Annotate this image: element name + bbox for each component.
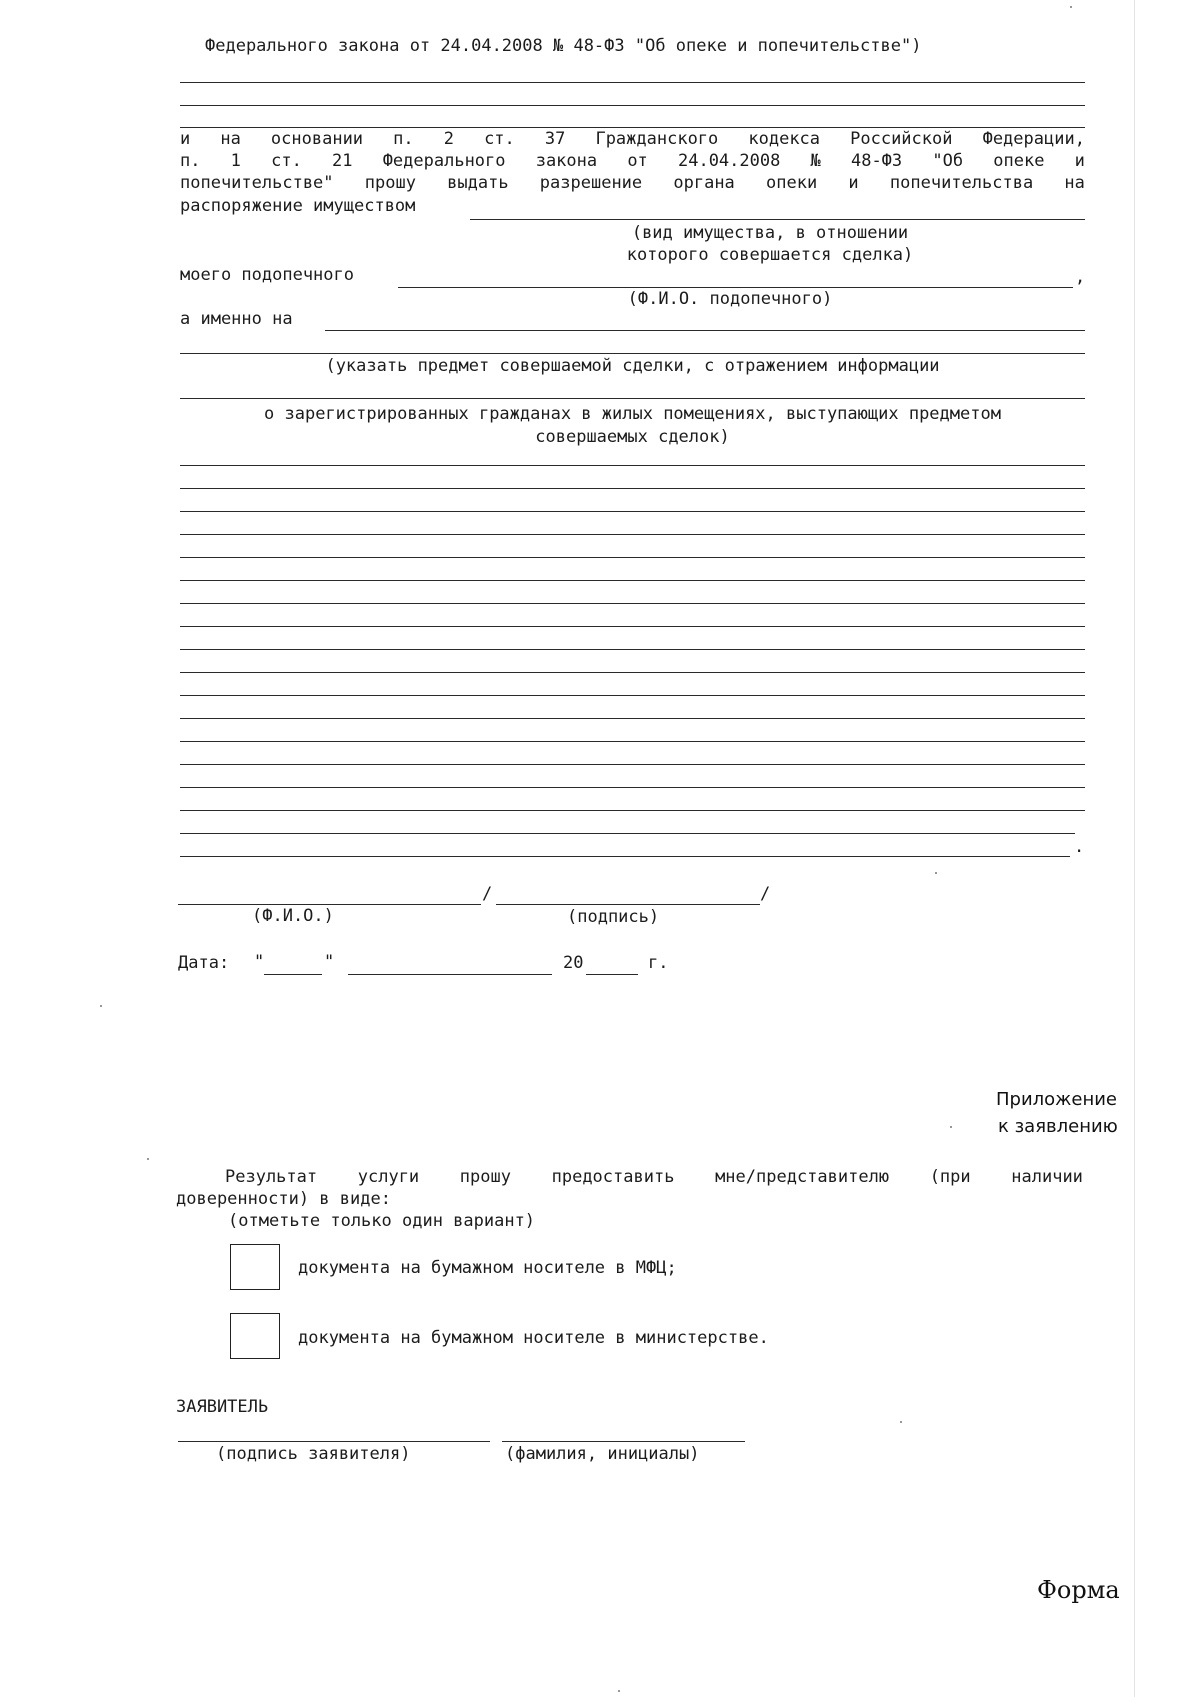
applicant-title: ЗАЯВИТЕЛЬ xyxy=(176,1397,269,1417)
paragraph-line-3-word: выдать xyxy=(447,173,509,193)
sign-signature-line[interactable] xyxy=(496,904,760,905)
result-line-1-word: Результат xyxy=(225,1167,318,1187)
signature-slash-1: / xyxy=(482,884,493,904)
applicant-sign-caption: (подпись заявителя) xyxy=(216,1444,411,1464)
blank-line[interactable] xyxy=(180,649,1085,650)
paragraph-line-1-word: Гражданского xyxy=(595,129,719,149)
result-line-1-word: мне/представителю xyxy=(715,1167,890,1187)
year-suffix: г. xyxy=(648,953,669,973)
fio-caption: (Ф.И.О.) xyxy=(252,906,334,926)
blank-line[interactable] xyxy=(180,511,1085,512)
paragraph-line-2 xyxy=(180,150,1085,172)
paragraph-line-3-word: попечительства xyxy=(889,173,1034,193)
disposal-label: распоряжение имуществом xyxy=(180,196,416,216)
blank-line[interactable] xyxy=(180,534,1085,535)
year-prefix: 20 xyxy=(563,953,584,973)
footer-form-label: Форма xyxy=(1037,1576,1120,1604)
scan-speck xyxy=(147,1158,149,1160)
result-line-1-word: наличии xyxy=(1011,1167,1083,1187)
day-input-line[interactable] xyxy=(264,974,322,975)
mfc-checkbox[interactable] xyxy=(230,1244,280,1290)
option-ministry-label: документа на бумажном носителе в министерстве. xyxy=(298,1328,769,1348)
result-line-1-word: услуги xyxy=(357,1167,420,1187)
paragraph-line-2-word: 24.04.2008 xyxy=(677,151,781,171)
paragraph-line-3-word: опеки xyxy=(766,173,818,193)
ward-label: моего подопечного xyxy=(180,265,354,285)
ward-fio-caption: (Ф.И.О. подопечного) xyxy=(627,289,833,309)
namely-label: а именно на xyxy=(180,309,293,329)
subject-caption-2: о зарегистрированных гражданах в жилых помещениях, выступающих предметом xyxy=(264,404,1001,424)
blank-line[interactable] xyxy=(180,672,1085,673)
paragraph-line-3-word: органа xyxy=(673,173,735,193)
paragraph-line-1-word: основании xyxy=(270,129,364,149)
end-dot: . xyxy=(1074,837,1085,857)
paragraph-line-1-word: 37 xyxy=(544,129,566,149)
applicant-signature-line[interactable] xyxy=(178,1441,490,1442)
result-line-1-word: предоставить xyxy=(551,1167,675,1187)
date-open-quote: " xyxy=(254,952,265,972)
applicant-name-line[interactable] xyxy=(502,1441,745,1442)
paragraph-line-2-word: Федерального xyxy=(382,151,506,171)
scan-speck xyxy=(900,1421,902,1423)
paragraph-line-1 xyxy=(180,128,1085,150)
blank-line[interactable] xyxy=(180,353,1085,354)
paragraph-line-2-word: "Об xyxy=(932,151,964,171)
appendix-title: Приложение xyxy=(996,1089,1118,1110)
blank-line[interactable] xyxy=(180,398,1085,399)
year-input-line[interactable] xyxy=(586,974,638,975)
blank-line[interactable] xyxy=(180,856,1070,857)
scan-speck xyxy=(1070,6,1072,8)
blank-line[interactable] xyxy=(180,695,1085,696)
subject-line[interactable] xyxy=(325,330,1085,331)
blank-line[interactable] xyxy=(180,82,1085,83)
paragraph-line-3-word: прошу xyxy=(364,173,416,193)
paragraph-line-2-word: № xyxy=(810,151,821,171)
blank-line[interactable] xyxy=(180,810,1085,811)
paragraph-line-1-word: 2 xyxy=(443,129,454,149)
option-mfc-label: документа на бумажном носителе в МФЦ; xyxy=(298,1258,677,1278)
blank-line[interactable] xyxy=(180,580,1085,581)
paragraph-line-1-word: и xyxy=(180,129,191,149)
result-line-2: доверенности) в виде: xyxy=(176,1189,391,1209)
paragraph-line-3-word: разрешение xyxy=(539,173,643,193)
result-hint: (отметьте только один вариант) xyxy=(228,1211,536,1231)
paragraph-line-2-word: закона xyxy=(535,151,598,171)
paragraph-line-3 xyxy=(180,172,1085,194)
paragraph-line-2-word: от xyxy=(627,151,648,171)
paragraph-line-3-word: на xyxy=(1064,173,1085,193)
request-paragraph xyxy=(180,128,1085,194)
paragraph-line-3-word: и xyxy=(848,173,859,193)
blank-line[interactable] xyxy=(180,718,1085,719)
blank-line[interactable] xyxy=(180,603,1085,604)
blank-line[interactable] xyxy=(180,626,1085,627)
paragraph-line-1-word: п. xyxy=(393,129,414,149)
paragraph-line-2-word: и xyxy=(1074,151,1085,171)
subject-caption-3: совершаемых сделок) xyxy=(535,427,730,447)
result-line-1 xyxy=(225,1166,1083,1188)
ministry-checkbox[interactable] xyxy=(230,1313,280,1359)
paragraph-line-1-word: кодекса xyxy=(748,129,821,149)
blank-line[interactable] xyxy=(180,833,1075,834)
blank-line[interactable] xyxy=(180,787,1085,788)
date-close-quote: " xyxy=(324,952,335,972)
property-type-caption: (вид имущества, в отношении xyxy=(631,223,909,243)
scan-speck xyxy=(100,1005,102,1007)
scan-speck xyxy=(935,872,937,874)
result-line-1-word: прошу xyxy=(459,1167,511,1187)
paragraph-line-3-word: попечительстве" xyxy=(180,173,334,193)
blank-line[interactable] xyxy=(180,488,1085,489)
paragraph-line-2-word: п. xyxy=(180,151,201,171)
paragraph-line-2-word: ст. xyxy=(271,151,302,171)
blank-line[interactable] xyxy=(180,465,1085,466)
scan-edge xyxy=(1134,0,1135,1697)
paragraph-line-1-word: Федерации, xyxy=(982,129,1085,149)
appendix-subtitle: к заявлению xyxy=(998,1116,1118,1137)
paragraph-line-2-word: 1 xyxy=(230,151,241,171)
property-type-caption-2: которого совершается сделка) xyxy=(626,245,914,265)
blank-line[interactable] xyxy=(180,557,1085,558)
paragraph-line-2-word: 48-ФЗ xyxy=(850,151,903,171)
paragraph-line-1-word: Российской xyxy=(850,129,953,149)
date-label: Дата: xyxy=(178,953,230,973)
subject-caption-1: (указать предмет совершаемой сделки, с отражением информации xyxy=(325,356,940,376)
paragraph-line-1-word: ст. xyxy=(484,129,515,149)
blank-line[interactable] xyxy=(180,764,1085,765)
result-line-1-word: (при xyxy=(929,1167,971,1187)
scan-speck xyxy=(950,1126,952,1128)
ward-comma: , xyxy=(1075,267,1086,287)
month-input-line[interactable] xyxy=(348,974,552,975)
paragraph-line-1-word: на xyxy=(220,129,241,149)
blank-line[interactable] xyxy=(180,741,1085,742)
header-law-reference: Федерального закона от 24.04.2008 № 48-ФЗ "Об опеке и попечительстве") xyxy=(205,36,922,56)
paragraph-line-2-word: 21 xyxy=(332,151,353,171)
sign-caption: (подпись) xyxy=(567,907,660,927)
applicant-name-caption: (фамилия, инициалы) xyxy=(505,1444,700,1464)
paragraph-line-2-word: опеке xyxy=(993,151,1045,171)
blank-line[interactable] xyxy=(180,105,1085,106)
signature-slash-2: / xyxy=(760,884,771,904)
scan-speck xyxy=(618,1690,620,1692)
property-input-line[interactable] xyxy=(470,219,1085,220)
